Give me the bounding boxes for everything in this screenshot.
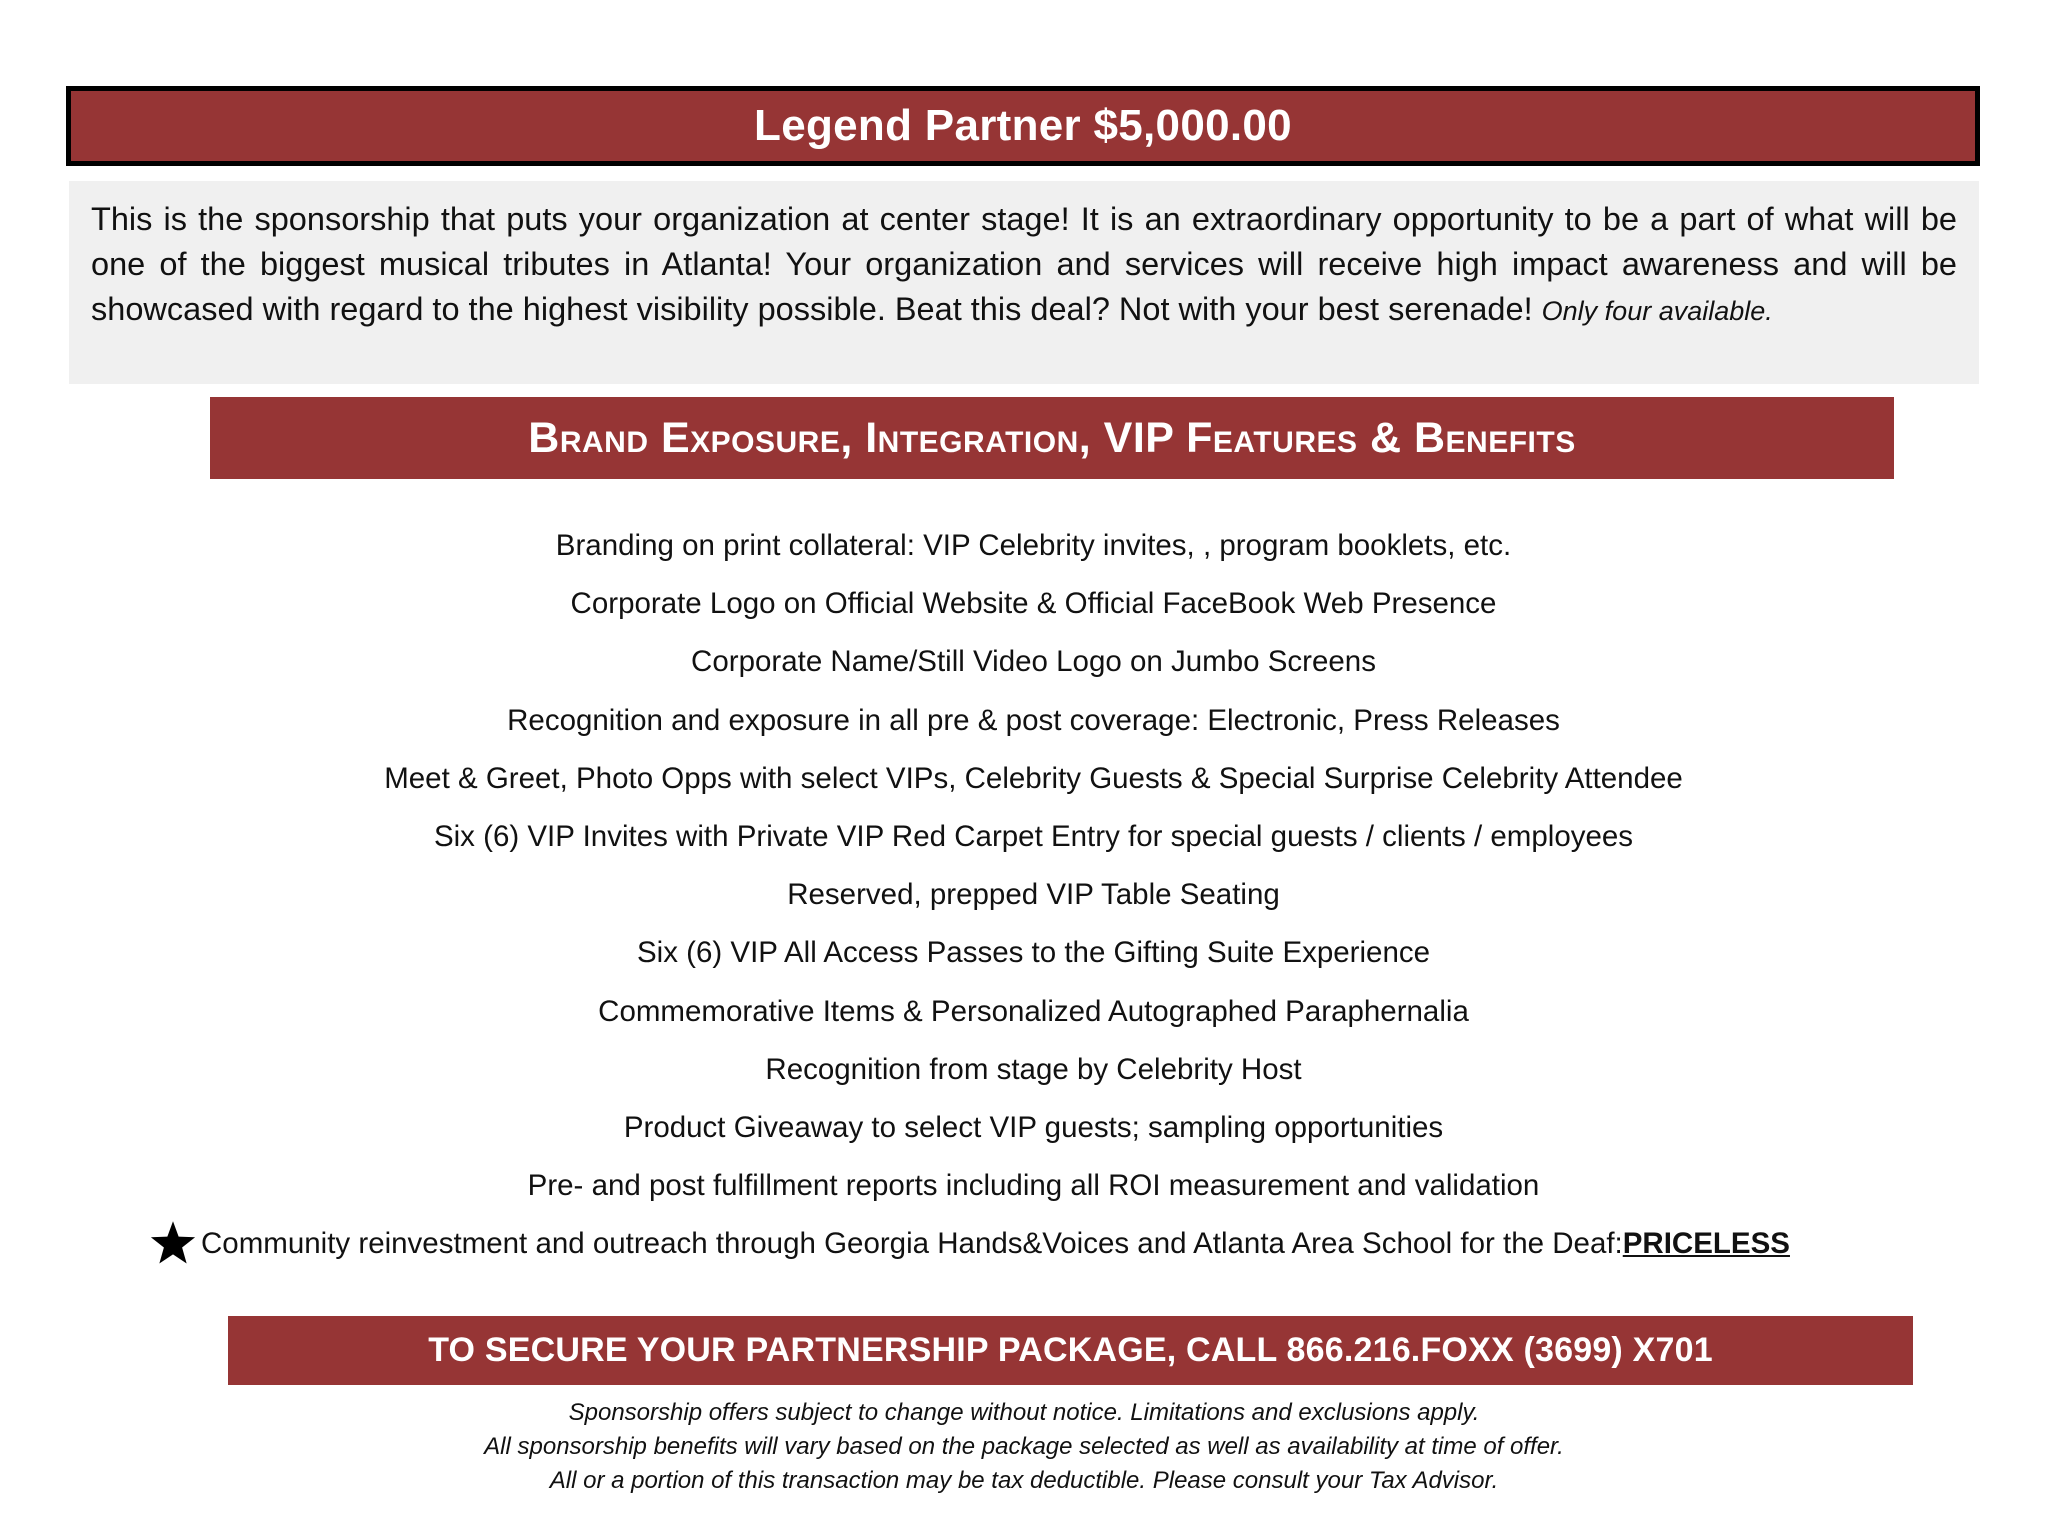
benefit-item: Corporate Name/Still Video Logo on Jumbo Screens bbox=[691, 645, 1376, 679]
benefit-item: Recognition and exposure in all pre & post coverage: Electronic, Press Releases bbox=[507, 703, 1560, 737]
star-icon bbox=[147, 1218, 199, 1270]
benefit-item: Meet & Greet, Photo Opps with select VIPs, Celebrity Guests & Special Surprise Celebrity Attendee bbox=[384, 761, 1683, 795]
benefit-item: Reserved, prepped VIP Table Seating bbox=[787, 878, 1280, 912]
benefit-item: Commemorative Items & Personalized Autographed Paraphernalia bbox=[598, 994, 1469, 1028]
benefit-item: Pre- and post fulfillment reports including all ROI measurement and validation bbox=[527, 1169, 1540, 1203]
priceless-label: PRICELESS bbox=[1622, 1227, 1790, 1260]
disclaimer-line: All sponsorship benefits will vary based on the package selected as well as availability at time of offer. bbox=[484, 1433, 1564, 1460]
section-title: Brand Exposure, Integration, VIP Features & Benefits bbox=[528, 413, 1576, 462]
page-title: Legend Partner $5,000.00 bbox=[754, 101, 1292, 150]
disclaimer-line: All or a portion of this transaction may be tax deductible. Please consult your Tax Advisor. bbox=[549, 1467, 1499, 1494]
benefit-item: Recognition from stage by Celebrity Host bbox=[765, 1052, 1302, 1086]
cta-banner bbox=[228, 1316, 1913, 1385]
benefit-item: Six (6) VIP Invites with Private VIP Red Carpet Entry for special guests / clients / employees bbox=[433, 819, 1634, 853]
disclaimer-line: Sponsorship offers subject to change without notice. Limitations and exclusions apply. bbox=[568, 1399, 1480, 1426]
benefit-item: Product Giveaway to select VIP guests; sampling opportunities bbox=[623, 1110, 1444, 1144]
benefits-list bbox=[0, 525, 2048, 1223]
benefit-item: Six (6) VIP All Access Passes to the Gifting Suite Experience bbox=[636, 936, 1431, 970]
highlight-benefit bbox=[147, 1216, 1790, 1272]
cta-text: TO SECURE YOUR PARTNERSHIP PACKAGE, CALL 866.216.FOXX (3699) X701 bbox=[428, 1331, 1713, 1369]
section-banner bbox=[210, 397, 1894, 479]
intro-box bbox=[69, 181, 1979, 384]
benefit-item: Corporate Logo on Official Website & Official FaceBook Web Presence bbox=[570, 587, 1497, 621]
intro-text: This is the sponsorship that puts your organization at center stage! It is an extraordinary opportunity to be a part of what will be one of the biggest musical tributes in Atlanta! Your organization and services will receive high impact awareness and will be showcased with regard to the highest visibility possible. Beat this deal? Not with your best serenade! bbox=[91, 201, 1957, 327]
benefit-item: Branding on print collateral: VIP Celebrity invites, , program booklets, etc. bbox=[555, 529, 1512, 562]
highlight-benefit-text: Community reinvestment and outreach through Georgia Hands&Voices and Atlanta Area School for the Deaf: bbox=[201, 1227, 1623, 1260]
intro-note: Only four available. bbox=[1541, 296, 1773, 326]
disclaimers bbox=[0, 1396, 2048, 1498]
title-banner bbox=[66, 86, 1980, 166]
